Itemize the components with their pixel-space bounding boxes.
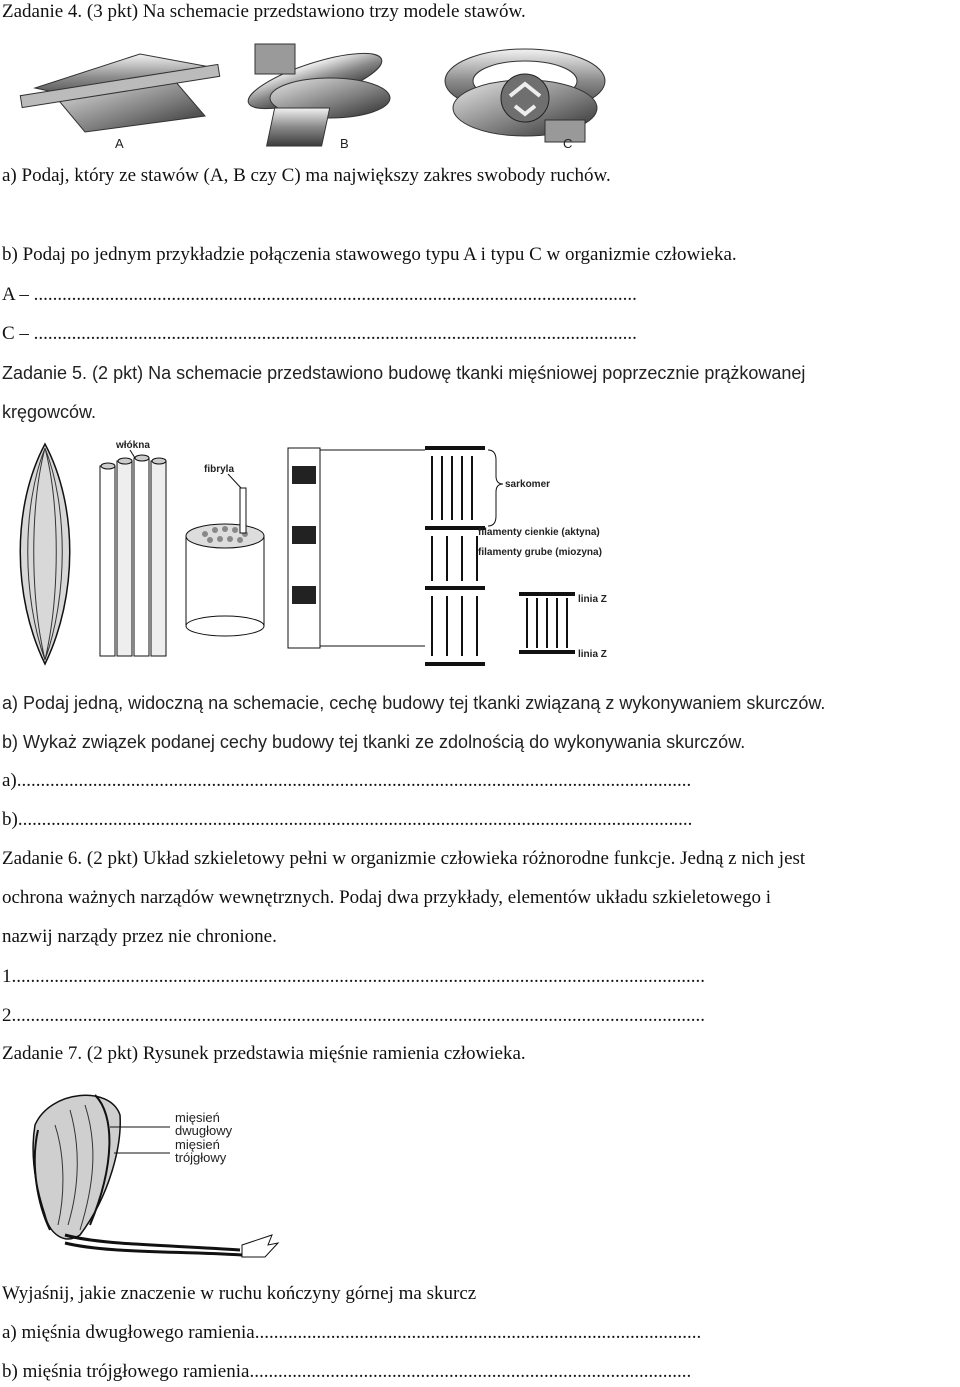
muscle-spindle [20, 444, 70, 664]
arm-muscles-figure [10, 1085, 310, 1265]
label-fibril: fibryla [204, 464, 235, 475]
joint-b-label: B [340, 136, 349, 148]
task4-question-b: b) Podaj po jednym przykładzie połączenia stawowego typu A i typu C w organizmie człowieka. [2, 244, 737, 265]
task4-answer-c-line[interactable]: C – ............................................................................................................................... [2, 323, 637, 344]
zline-detail [519, 594, 607, 660]
task5-title-line1: Zadanie 5. (2 pkt) Na schemacie przedstawiono budowę tkanki mięśniowej poprzecznie prążkowanej [2, 363, 806, 383]
joint-c-label: C [563, 136, 573, 148]
myofibril-band [288, 448, 425, 648]
task6-line3: nazwij narządy przez nie chronione. [2, 926, 277, 947]
task5-question-b: b) Wykaż związek podanej cechy budowy tej tkanki ze zdolnością do wykonywania skurczów. [2, 732, 746, 752]
label-biceps-line1: mięsień [175, 1110, 220, 1125]
task7-answer-a-line[interactable]: a) mięśnia dwugłowego ramienia.............................................................................................. [2, 1322, 702, 1343]
label-sarcomere: sarkomer [505, 479, 551, 490]
task4-title: Zadanie 4. (3 pkt) Na schemacie przedstawiono trzy modele stawów. [2, 1, 526, 22]
joint-models-figure [15, 36, 635, 148]
joint-a-model [20, 54, 219, 148]
task7-title: Zadanie 7. (2 pkt) Rysunek przedstawia mięśnie ramienia człowieka. [2, 1043, 526, 1064]
sarcomere-detail [425, 446, 602, 668]
task7-answer-b-line[interactable]: b) mięśnia trójgłowego ramienia............................................................................................. [2, 1361, 692, 1382]
fibril-cylinder [186, 464, 264, 636]
task4-question-a: a) Podaj, który ze stawów (A, B czy C) ma największy zakres swobody ruchów. [2, 165, 611, 186]
label-fibers: włókna [116, 440, 150, 451]
label-zline-bottom: linia Z [578, 649, 607, 660]
label-thin-filaments: filamenty cienkie (aktyna) [478, 527, 600, 538]
label-triceps-line1: mięsień [175, 1137, 220, 1152]
task6-answer-1-line[interactable]: 1.................................................................................................................................................. [2, 966, 705, 987]
task6-answer-2-line[interactable]: 2.................................................................................................................................................. [2, 1005, 705, 1026]
label-biceps-line2: dwugłowy [175, 1123, 233, 1138]
task6-line2: ochrona ważnych narządów wewnętrznych. Podaj dwa przykłady, elementów układu szkieletowego i [2, 887, 772, 908]
forearm-bones [65, 1235, 278, 1257]
muscle-fibers [100, 440, 166, 656]
task7-question: Wyjaśnij, jakie znaczenie w ruchu kończyny górnej ma skurcz [2, 1283, 477, 1304]
muscle-structure-figure [0, 436, 640, 672]
task6-line1: Zadanie 6. (2 pkt) Układ szkieletowy pełni w organizmie człowieka różnorodne funkcje. Jedną z nich jest [2, 848, 806, 869]
task4-answer-a-line[interactable]: A – ............................................................................................................................... [2, 284, 637, 305]
label-triceps-line2: trójgłowy [175, 1150, 227, 1165]
label-zline-top: linia Z [578, 594, 607, 605]
joint-c-model [445, 49, 605, 148]
upper-arm-muscles [33, 1095, 120, 1239]
task5-answer-b-line[interactable]: b).............................................................................................................................................. [2, 809, 693, 830]
label-thick-filaments: filamenty grube (miozyna) [478, 547, 602, 558]
joint-b-model [243, 42, 390, 148]
joint-a-label: A [115, 136, 124, 148]
task5-answer-a-line[interactable]: a).............................................................................................................................................. [2, 770, 692, 791]
task5-question-a: a) Podaj jedną, widoczną na schemacie, cechę budowy tej tkanki związaną z wykonywaniem skurczów. [2, 693, 826, 713]
task5-title-line2: kręgowców. [2, 402, 97, 422]
